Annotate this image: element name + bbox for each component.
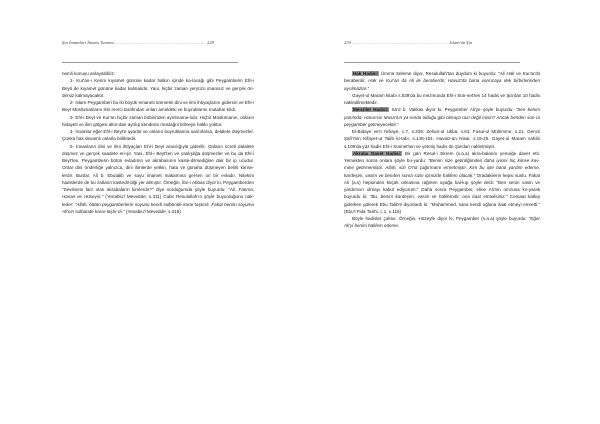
text-run: nemli konuyu anlayabiliriz: <box>62 71 116 76</box>
paragraph <box>344 106 540 128</box>
right-header-title: İslam'da Şia <box>449 40 473 45</box>
quotation: "Benim size getirdiğimden daha iyisini hiç kimse kav-mine getirmemiştir. Allah, sizi O'na çağırmamı emretmiştir. Kim bu işte bana yardım ederse, kardeşim, vasim ve benden sonra sizin içimizde halifem olacak." <box>344 158 540 178</box>
text-run: 2- İslam Peygamberi bu iki büyük emaneti ümmetin dini ve ilmi ihtiyaçlarını gidersin ve Ehl-i Beyt Müslümanların ilmi merci tarafından onları ameldeki ve buyruklarını mutabar kıldı. <box>62 100 254 113</box>
quotation: "Sen benim yanımda, Harun'un Musa'nın ya-nında olduğu gibi olmaya razı değil misin? Ancak benden son-ra peygamber gelmeyecektir." <box>344 107 540 127</box>
paragraph <box>344 150 540 215</box>
text-run: Ümmü Seleme diyor, Resulullah'tan duydum ki buyurdu: <box>379 71 498 76</box>
paragraph <box>62 99 254 114</box>
left-page-number: 229 <box>207 40 214 45</box>
highlighted-heading: Akraba Davet Hadisi: <box>353 150 402 156</box>
right-running-header <box>344 40 472 45</box>
quotation: "Allah, bütün peygamberlerin soyunu kendi sulbünde karar-laştırdı. Fakat benim soyumu Ali'nin sulbünde karar-laştır-dı." <box>62 201 254 214</box>
paragraph <box>344 70 540 92</box>
left-header-title: Şia İmamları İmamı Tanıma <box>62 40 114 45</box>
highlighted-heading: Menzilet Hadisi: <box>353 107 389 113</box>
text-run: Oradakilerin hepsi sustu. Fakat Ali (a.s) hepsinden küçük olmasına rağmen ayağa kal-kıp şöyle dedi: "Ben senin vasin ve yardımcın olmayı kabul ediyorum." Daha sonra Peygamber, eline Ali'nin omzuna ko-yarak buyurdu ki: <box>344 172 540 200</box>
right-body-text <box>344 70 540 230</box>
text-run: (Yenabiu'l Mevedde, s.318) <box>124 208 181 214</box>
left-header-dots: .................................................... <box>114 40 206 45</box>
text-run: Bir gün Resul-i Ekrem (s.a.a) akra-balarını yemeğe davet etti. Yemekten sonra onlara şöyle bu-yurdu: <box>344 150 540 163</box>
text-run: 1- Kur'an-ı Kerim kıyamet gününe kadar halkın içinde ka-lacağı gibi Peygamberin Ehl-i Beyti de kıyamet gününe kadar kalmalıdır. Yani, hiçbir zaman yeryüzü imamsız ve gerçek ön-dersiz kalmayacaktır. <box>62 78 254 98</box>
text-run: 5- İnsanların dini ve ilmi ihtiyaçları Ehl-i Beyt aracılığıyla giderilir. Onların ücreti dalalete düşmez ve gerçek saadete eri-şir. Yani, Ehl-i Beyt'ten ve yanlışlığa düşmezler ve bu da Ehl-i Beyt'ten, Peygamberin bütün evladının ve akrabasının kaste-dilmediğine dair bir ip ucudur. Onlar dini önderliğe yalnızca, dini ilimlerde yetkin, hata ve günaha düşmeyen belirli kimse-lerdir. Bunlar, Ali b. Ebutalib ve soyu imamet makamına gel-ten on bir evladır. Nitekim hadislerde de bu zatların kastedil-diği yer almıştır. Örneğin, İbn-i Abbas diyor ki, Peygamberden "Sevilmesi farz olan akrabaların kimlerdir?" diye sorduğumda şöyle buyurdu: <box>62 143 254 192</box>
paragraph <box>62 143 254 216</box>
highlighted-heading: Hak Hadisi: <box>353 71 379 76</box>
quotation: "Eğer Ali'yi benim halifem ederse, <box>344 216 540 229</box>
left-header-rule <box>62 62 238 63</box>
text-run: Sa'd b. Vakkas diyor ki, Peygamber Ali'ye şöyle buyurdu: <box>389 107 516 113</box>
text-run: 4- İnsanlar eğer Ehl-i Beyt'e uyarlar ve onların buyruklarına sarılırlarsa, delalete düşmezler. Çünkü hak devamlı onlarla birliktedir. <box>62 129 254 142</box>
right-header-rule <box>344 62 520 63</box>
paragraph <box>344 215 540 230</box>
paragraph <box>62 70 254 77</box>
left-running-header <box>62 40 214 45</box>
quotation: "Ali Hak ve Kur'an'la beraberdir, Hak ve Kur'an da Ali ile beraberdir; Havuz'da bana varıncaya dek birbirlerinden ayrılmazlar." <box>344 71 540 91</box>
text-run: El-Bidaye ve'n Nihaye, c.7, s.339; Zehair-ul Ukba, s.63. Fusul-ul Mühimme, s.21. Gencii Şafi'i'nin Kifayet-ut Talib ki-tabı, s.148-154. Havaiz-ün Nisai, s.19-25. Gayet-ul Maram sahibi s.109'da yüz hadis Ehl-i Sünnet'ten ve yetmiş hadis de Şia'dan nakletmiştir. <box>344 129 540 149</box>
right-page-number: 230 <box>344 40 351 45</box>
quotation: "Ali, Fatıma, Hasan ve Hüseyin." <box>62 187 254 200</box>
text-run: Böyle hadisler çoktur. Örneğin, Hüzeyfe diyor ki, Peygamber (s.a.a) şöyle buyurdu: <box>352 216 529 221</box>
paragraph <box>62 77 254 99</box>
text-run: (Yenabiu'l Mevedde, s.311) Cabir Resulullah'ın şöyle buyurduğunu nak-leder: <box>62 194 254 207</box>
left-body-text <box>62 70 254 215</box>
paragraph <box>344 92 540 107</box>
right-page <box>300 0 600 424</box>
quotation: "Bu, benim kardeşim, vasim ve halifemdir; ona itaat etmelisiniz." <box>369 194 508 200</box>
text-run: Gayet-ul Maram kitabı s.539'da bu mezmunda Ehl-i Sün-net'ten 14 hadis ve Şia'dan 10 hadis nakledilmektedir. <box>344 92 540 105</box>
paragraph <box>344 128 540 150</box>
text-run: Cemaat kalkıp giderken gülerek Ebu Talib'e diyorlardı ki: "Muhammed, sana kendi oğluna itaat etmeyi emretti." (Ebu'l Fida Tarihi, c.1, s.116) <box>344 194 540 214</box>
text-run: 3- Ehl-i Beyt ve Kur'an hiçbir zaman birbirinden ayrılmama-lıdır. Hiçbir Müslümanın, onların hidayeti ve ilim gölgesi altın-dan ayrılıp kendisini müstağni bilmeye hakkı yoktur. <box>62 114 254 127</box>
paragraph <box>62 128 254 143</box>
right-header-dots: ....................................................... <box>352 40 449 45</box>
paragraph <box>62 114 254 129</box>
